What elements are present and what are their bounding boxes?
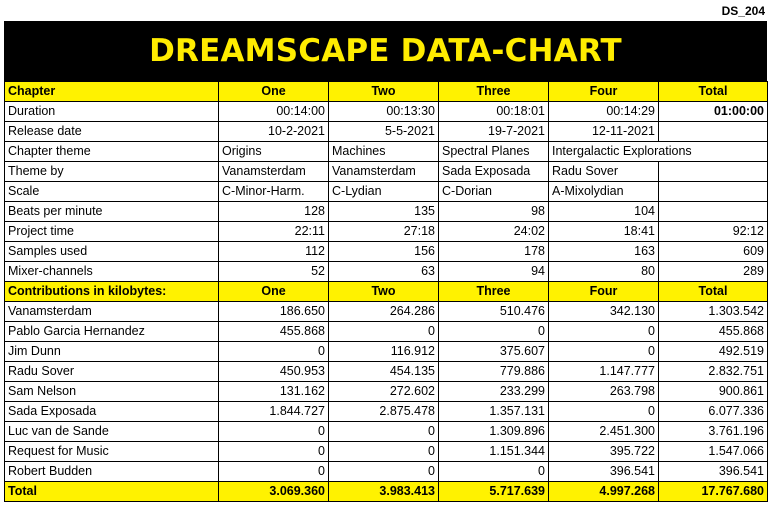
contributor-name: Vanamsterdam [5,302,219,322]
cell: 00:18:01 [439,102,549,122]
chapter-header-row [5,82,768,102]
cell: 80 [549,262,659,282]
scale-row [5,182,768,202]
cell: 233.299 [439,382,549,402]
duration-row [5,102,768,122]
cell: 1.357.131 [439,402,549,422]
cell: 186.650 [219,302,329,322]
header-cell: Total [659,282,768,302]
cell: 163 [549,242,659,262]
table-row [5,362,768,382]
cell: 00:14:29 [549,102,659,122]
cell: 0 [329,422,439,442]
cell: 0 [439,322,549,342]
cell: 92:12 [659,222,768,242]
cell: 0 [219,462,329,482]
document-code: DS_204 [721,4,765,18]
cell: 395.722 [549,442,659,462]
header-cell: Three [439,82,549,102]
cell: 264.286 [329,302,439,322]
cell: 128 [219,202,329,222]
cell: 6.077.336 [659,402,768,422]
table-row [5,422,768,442]
cell: 98 [439,202,549,222]
mixer-row [5,262,768,282]
cell: 0 [439,462,549,482]
header-cell: Two [329,282,439,302]
table-row [5,402,768,422]
cell: 1.151.344 [439,442,549,462]
cell: 289 [659,262,768,282]
cell: Origins [219,142,329,162]
project-time-row [5,222,768,242]
cell: 900.861 [659,382,768,402]
cell: Intergalactic Explorations [549,142,768,162]
cell: 3.069.360 [219,482,329,502]
cell: 0 [549,322,659,342]
row-label: Chapter theme [5,142,219,162]
total-row [5,482,768,502]
header-cell: Chapter [5,82,219,102]
cell: 131.162 [219,382,329,402]
header-cell: Four [549,282,659,302]
cell: 0 [219,422,329,442]
cell: 22:11 [219,222,329,242]
cell: Vanamsterdam [329,162,439,182]
theme-row [5,142,768,162]
cell: 178 [439,242,549,262]
cell: A-Mixolydian [549,182,659,202]
row-label: Project time [5,222,219,242]
cell: Sada Exposada [439,162,549,182]
header-cell: Four [549,82,659,102]
table-row [5,442,768,462]
cell: 396.541 [659,462,768,482]
header-cell: Two [329,82,439,102]
cell: C-Dorian [439,182,549,202]
contributor-name: Pablo Garcia Hernandez [5,322,219,342]
cell: 342.130 [549,302,659,322]
cell: 10-2-2021 [219,122,329,142]
cell: 24:02 [439,222,549,242]
cell: 4.997.268 [549,482,659,502]
cell: 27:18 [329,222,439,242]
cell: Radu Sover [549,162,659,182]
cell: 116.912 [329,342,439,362]
cell: 375.607 [439,342,549,362]
cell: 18:41 [549,222,659,242]
cell [659,182,768,202]
theme-by-row [5,162,768,182]
cell: 00:13:30 [329,102,439,122]
cell: 5.717.639 [439,482,549,502]
contributor-name: Sada Exposada [5,402,219,422]
cell: 1.844.727 [219,402,329,422]
contributor-name: Robert Budden [5,462,219,482]
table-row [5,342,768,362]
cell: 3.761.196 [659,422,768,442]
cell: 263.798 [549,382,659,402]
cell: 0 [219,442,329,462]
cell: 5-5-2021 [329,122,439,142]
cell: 0 [549,402,659,422]
contributor-name: Radu Sover [5,362,219,382]
cell: 455.868 [659,322,768,342]
table-row [5,462,768,482]
row-label: Total [5,482,219,502]
contributions-body [5,302,768,482]
header-cell: Total [659,82,768,102]
cell: 0 [329,322,439,342]
cell: 2.451.300 [549,422,659,442]
cell: 492.519 [659,342,768,362]
contributor-name: Jim Dunn [5,342,219,362]
contrib-header-row [5,282,768,302]
bpm-row [5,202,768,222]
cell: 396.541 [549,462,659,482]
cell: 104 [549,202,659,222]
row-label: Duration [5,102,219,122]
cell: 135 [329,202,439,222]
samples-row [5,242,768,262]
cell: 01:00:00 [659,102,768,122]
table-row [5,302,768,322]
cell [659,162,768,182]
row-label: Release date [5,122,219,142]
cell: 454.135 [329,362,439,382]
cell: 609 [659,242,768,262]
row-label: Beats per minute [5,202,219,222]
row-label: Theme by [5,162,219,182]
cell: C-Minor-Harm. [219,182,329,202]
data-chart-table [4,81,768,502]
cell: 510.476 [439,302,549,322]
contributor-name: Luc van de Sande [5,422,219,442]
cell: 2.875.478 [329,402,439,422]
cell: 52 [219,262,329,282]
cell: 19-7-2021 [439,122,549,142]
cell: 272.602 [329,382,439,402]
cell: 94 [439,262,549,282]
chart-title: DREAMSCAPE DATA-CHART [4,21,767,81]
cell: 1.303.542 [659,302,768,322]
row-label: Samples used [5,242,219,262]
contributor-name: Sam Nelson [5,382,219,402]
cell: 455.868 [219,322,329,342]
table-row [5,382,768,402]
cell: 12-11-2021 [549,122,659,142]
cell: 63 [329,262,439,282]
header-cell: One [219,282,329,302]
cell: 1.147.777 [549,362,659,382]
contributor-name: Request for Music [5,442,219,462]
cell: Machines [329,142,439,162]
cell: 3.983.413 [329,482,439,502]
cell: 0 [329,442,439,462]
cell [659,122,768,142]
header-cell: Three [439,282,549,302]
release-row [5,122,768,142]
cell: 17.767.680 [659,482,768,502]
cell: 1.309.896 [439,422,549,442]
cell: 0 [329,462,439,482]
cell: 1.547.066 [659,442,768,462]
cell: 00:14:00 [219,102,329,122]
cell: C-Lydian [329,182,439,202]
cell: 2.832.751 [659,362,768,382]
cell: 0 [219,342,329,362]
cell [659,202,768,222]
cell: 112 [219,242,329,262]
cell: Vanamsterdam [219,162,329,182]
cell: 450.953 [219,362,329,382]
table-row [5,322,768,342]
cell: 779.886 [439,362,549,382]
cell: Spectral Planes [439,142,549,162]
row-label: Mixer-channels [5,262,219,282]
cell: 0 [549,342,659,362]
header-cell: One [219,82,329,102]
header-cell: Contributions in kilobytes: [5,282,219,302]
cell: 156 [329,242,439,262]
row-label: Scale [5,182,219,202]
